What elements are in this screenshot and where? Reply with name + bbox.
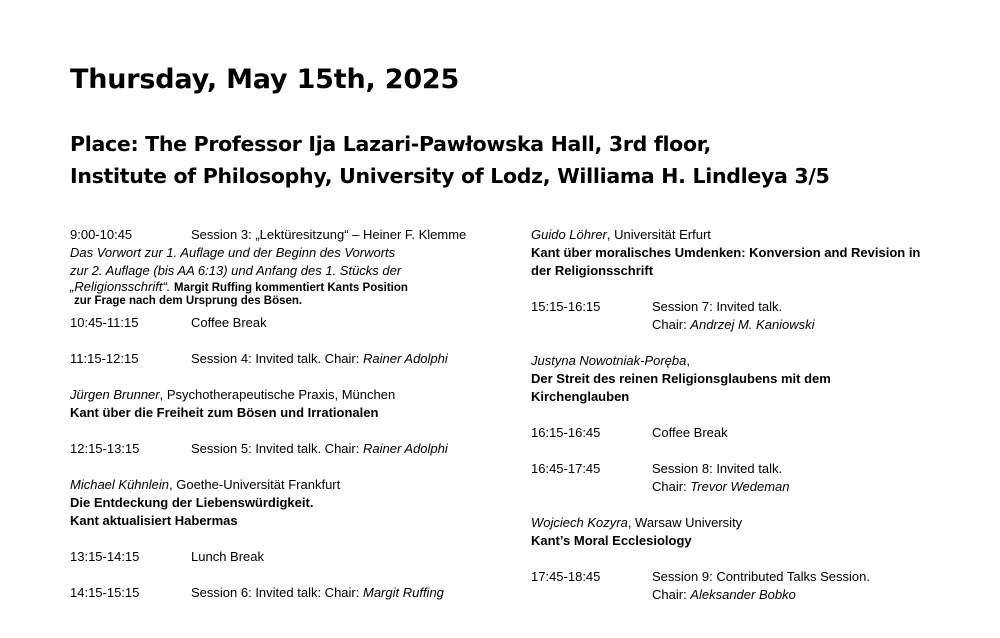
session-title: Session 3: „Lektüresitzung“ – Heiner F. Klemme	[191, 227, 467, 242]
chair-name: Margit Ruffing	[362, 585, 444, 600]
speaker-name: Jürgen Brunner	[70, 387, 160, 402]
talk-title: Kant über die Freiheit zum Bösen und Irrationalen	[70, 405, 379, 420]
coffee-break-2-row	[531, 424, 951, 442]
talk-title: Kant’s Moral Ecclesiology	[531, 533, 692, 548]
talk-title-1: Die Entdeckung der Liebenswürdigkeit.	[70, 495, 314, 510]
session-3-row	[70, 226, 490, 244]
session-time: 12:15-13:15	[70, 441, 140, 456]
session-time: 11:15-12:15	[70, 351, 139, 366]
schedule-left-column	[70, 226, 490, 602]
talk-title-1: Der Streit des reinen Religionsglaubens mit dem	[531, 371, 831, 386]
session-time: 16:15-16:45	[531, 425, 601, 440]
speaker-affiliation: ,	[686, 353, 690, 368]
session-7-row	[531, 298, 951, 316]
session-8-row	[531, 460, 951, 478]
session-time: 17:45-18:45	[531, 569, 601, 584]
place-line-1: Place: The Professor Ija Lazari-Pawłowska Hall, 3rd floor,	[70, 132, 712, 156]
schedule-right-column	[531, 226, 951, 604]
place-line-2: Institute of Philosophy, University of Lodz, Williama H. Lindleya 3/5	[70, 164, 830, 188]
chair-name: Aleksander Bobko	[690, 587, 796, 602]
session-9-chair: Chair: Aleksander Bobko	[652, 587, 796, 602]
place-heading	[70, 128, 830, 192]
session-time: 13:15-14:15	[70, 549, 140, 564]
session-3-desc-3	[70, 280, 490, 294]
session-title: Session 9: Contributed Talks Session.	[652, 569, 870, 584]
session-title: Session 7: Invited talk.	[652, 299, 783, 314]
speaker-affiliation: , Warsaw University	[627, 515, 743, 530]
session-8-chair: Chair: Trevor Wedeman	[652, 479, 790, 494]
speaker-affiliation: , Psychotherapeutische Praxis, München	[159, 387, 396, 402]
session-4-speaker	[70, 386, 490, 404]
session-3-note-1: Margit Ruffing kommentiert Kants Position	[174, 282, 408, 294]
speaker-name: Guido Löhrer	[531, 227, 607, 242]
session-title: Session 5: Invited talk. Chair: Rainer Adolphi	[191, 441, 448, 456]
talk-title-2: der Religionsschrift	[531, 263, 654, 278]
session-5-speaker	[70, 476, 490, 494]
session-5-row	[70, 440, 490, 458]
talk-title-1: Kant über moralisches Umdenken: Konversion and Revision in	[531, 245, 921, 260]
session-3-desc-1: Das Vorwort zur 1. Auflage und der Beginn des Vorworts	[70, 245, 396, 260]
chair-name: Rainer Adolphi	[362, 351, 448, 366]
speaker-affiliation: , Universität Erfurt	[606, 227, 711, 242]
session-6-speaker	[531, 226, 951, 244]
coffee-break-1-row	[70, 314, 490, 332]
session-title: Session 6: Invited talk: Chair: Margit Ruffing	[191, 585, 444, 600]
session-time: 10:45-11:15	[70, 315, 139, 330]
speaker-name: Wojciech Kozyra	[531, 515, 628, 530]
talk-title-2: Kirchenglauben	[531, 389, 630, 404]
session-9-row	[531, 568, 951, 586]
session-title: Session 4: Invited talk. Chair: Rainer Adolphi	[191, 351, 448, 366]
session-3-desc-3-text: „Religionsschrift“.	[70, 279, 171, 294]
session-title: Lunch Break	[191, 549, 264, 564]
session-7-chair: Chair: Andrzej M. Kaniowski	[652, 317, 815, 332]
session-title: Coffee Break	[652, 425, 728, 440]
session-4-row	[70, 350, 490, 368]
speaker-name: Justyna Nowotniak-Poręba	[531, 353, 687, 368]
session-title: Session 8: Invited talk.	[652, 461, 783, 476]
page-title: Thursday, May 15th, 2025	[70, 64, 460, 95]
lunch-row	[70, 548, 490, 566]
session-3-desc-2: zur 2. Auflage (bis AA 6:13) und Anfang des 1. Stücks der	[70, 263, 402, 278]
session-3-note-2: zur Frage nach dem Ursprung des Bösen.	[74, 295, 303, 307]
speaker-name: Michael Kühnlein	[70, 477, 170, 492]
speaker-affiliation: , Goethe-Universität Frankfurt	[169, 477, 341, 492]
chair-name: Rainer Adolphi	[362, 441, 448, 456]
session-7-speaker	[531, 352, 951, 370]
session-6-row	[70, 584, 490, 602]
session-time: 14:15-15:15	[70, 585, 140, 600]
session-8-speaker	[531, 514, 951, 532]
talk-title-2: Kant aktualisiert Habermas	[70, 513, 238, 528]
session-time: 9:00-10:45	[70, 227, 133, 242]
session-time: 16:45-17:45	[531, 461, 601, 476]
session-time: 15:15-16:15	[531, 299, 601, 314]
chair-name: Andrzej M. Kaniowski	[690, 317, 815, 332]
chair-name: Trevor Wedeman	[690, 479, 790, 494]
session-title: Coffee Break	[191, 315, 267, 330]
